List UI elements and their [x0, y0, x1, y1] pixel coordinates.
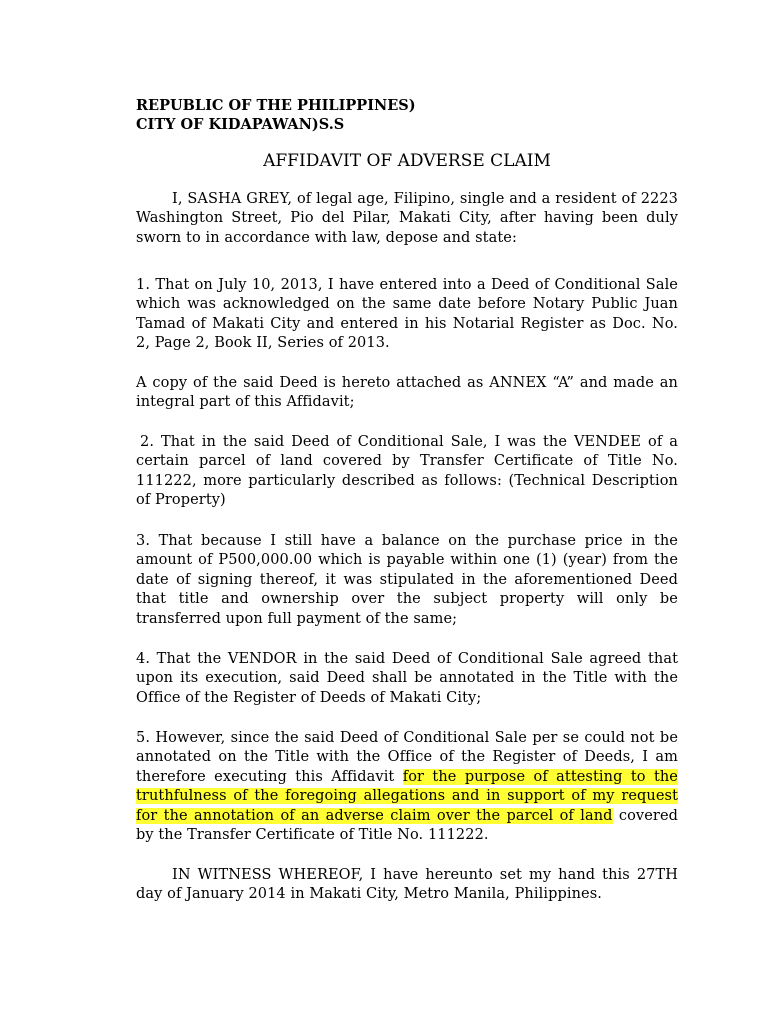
venue-line-city: CITY OF KIDAPAWAN)S.S [136, 116, 345, 133]
highlighted-passage: for the purpose of attesting to the truthfulness of the foregoing allegations and in support of my request for the annotation of an adverse claim over the parcel of land [136, 768, 678, 824]
paragraph-1: 1. That on July 10, 2013, I have entered into a Deed of Conditional Sale which was acknowledged on the same date before Notary Public Juan Tamad of Makati City and entered in his Notarial Register as Doc. No. 2, Page 2, Book II, Series of 2013. [136, 277, 678, 352]
paragraph-2: 2. That in the said Deed of Conditional Sale, I was the VENDEE of a certain parcel of land covered by Transfer Certificate of Title No. 111222, more particularly described as follows: (Technical Description of Property) [136, 434, 678, 509]
paragraph-4: 4. That the VENDOR in the said Deed of Conditional Sale agreed that upon its execution, said Deed shall be annotated in the Title with the Office of the Register of Deeds of Makati City; [136, 651, 678, 706]
paragraph-3: 3. That because I still have a balance on the purchase price in the amount of P500,000.00 which is payable within one (1) (year) from the date of signing thereof, it was stipulated in the aforementioned Deed that title and ownership over the subject property will only be transferred upon full payment of the same; [136, 533, 678, 627]
annex-paragraph: A copy of the said Deed is hereto attached as ANNEX “A” and made an integral part of this Affidavit; [136, 375, 678, 411]
venue-line-republic: REPUBLIC OF THE PHILIPPINES) [136, 97, 416, 114]
paragraph-5-text-end: covered by the Transfer Certificate of Title No. 111222. [136, 807, 679, 844]
document-title: AFFIDAVIT OF ADVERSE CLAIM [263, 151, 551, 171]
intro-paragraph: I, SASHA GREY, of legal age, Filipino, single and a resident of 2223 Washington Street, Pio del Pilar, Makati City, after having been duly sworn to in accordance with law, depose and state: [136, 191, 678, 246]
venue-header [136, 96, 416, 134]
witness-clause: IN WITNESS WHEREOF, I have hereunto set my hand this 27TH day of January 2014 in Makati City, Metro Manila, Philippines. [136, 867, 678, 903]
paragraph-5-text-start: 5. However, since the said Deed of Conditional Sale per se could not be annotated on the Title with the Office of the Register of Deeds, I am therefore executing this Affidavit [136, 730, 678, 785]
paragraph-5 [136, 729, 678, 845]
